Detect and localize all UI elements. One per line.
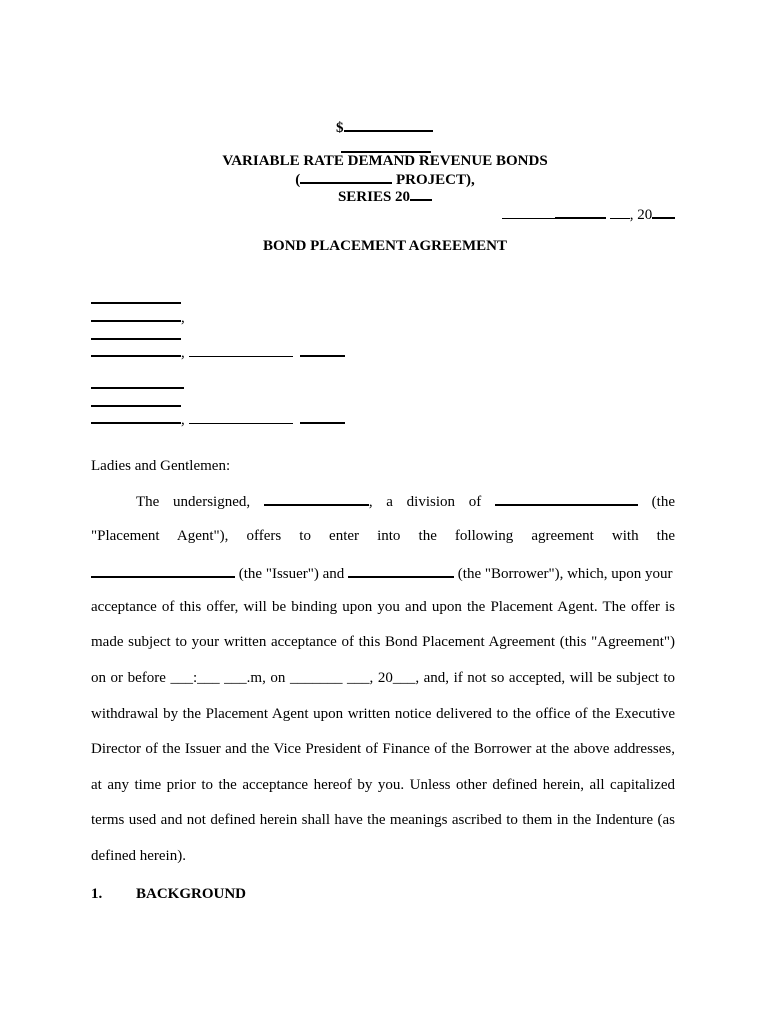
salutation: Ladies and Gentlemen:	[91, 458, 231, 474]
body-line-2: "Placement Agent"), offers to enter into the following agreement with the	[91, 528, 675, 544]
body-line-8: Director of the Issuer and the Vice President of Finance of the Borrower at the above addresses,	[91, 741, 675, 757]
body-line-4: acceptance of this offer, will be binding upon you and upon the Placement Agent. The offer is	[91, 599, 675, 615]
issuer-name-blank	[341, 139, 431, 153]
date-line: , 20	[502, 205, 675, 224]
issuer-blank	[91, 564, 235, 578]
series-blank	[410, 187, 432, 201]
borrower-blank	[348, 564, 454, 578]
bond-amount-line	[336, 118, 433, 137]
body-line-5: made subject to your written acceptance of this Bond Placement Agreement (this "Agreement")	[91, 634, 675, 650]
amount-blank	[344, 118, 433, 132]
date-blank-3	[610, 206, 630, 219]
body-line-3: (the "Issuer") and (the "Borrower"), which, upon your	[91, 564, 675, 583]
borrower-address-line-1	[91, 375, 184, 394]
borrower-address-line-3: ,	[91, 410, 345, 429]
division-blank	[495, 492, 638, 506]
body-line-1: The undersigned, , a division of (the	[136, 494, 675, 510]
date-blank-2	[555, 205, 606, 219]
issuer-address-line-4: ,	[91, 343, 345, 362]
dollar-sign: $	[336, 120, 344, 136]
date-blank-1	[502, 206, 555, 219]
project-line: ( PROJECT),	[295, 172, 475, 188]
body-line-11: defined herein).	[91, 848, 186, 864]
section-number: 1.	[91, 886, 103, 902]
date-blank-4	[652, 205, 675, 219]
body-line-7: withdrawal by the Placement Agent upon written notice delivered to the office of the Executive	[91, 706, 675, 722]
project-blank	[300, 170, 392, 184]
body-line-6: on or before ___:___ ___.m, on _______ ___, 20___, and, if not so accepted, will be subject to	[91, 670, 675, 686]
series-line: SERIES 20	[0, 187, 770, 206]
agreement-title: BOND PLACEMENT AGREEMENT	[263, 238, 507, 254]
section-title: BACKGROUND	[136, 886, 247, 902]
placement-agent-blank	[264, 492, 369, 506]
issuer-address-line-1	[91, 290, 181, 309]
body-line-10: terms used and not defined herein shall have the meanings ascribed to them in the Indenture (as	[91, 812, 675, 828]
body-line-9: at any time prior to the acceptance hereof by you. Unless other defined herein, all capitalized	[91, 777, 675, 793]
issuer-address-line-2: ,	[91, 308, 185, 327]
bond-title: VARIABLE RATE DEMAND REVENUE BONDS	[222, 153, 548, 169]
